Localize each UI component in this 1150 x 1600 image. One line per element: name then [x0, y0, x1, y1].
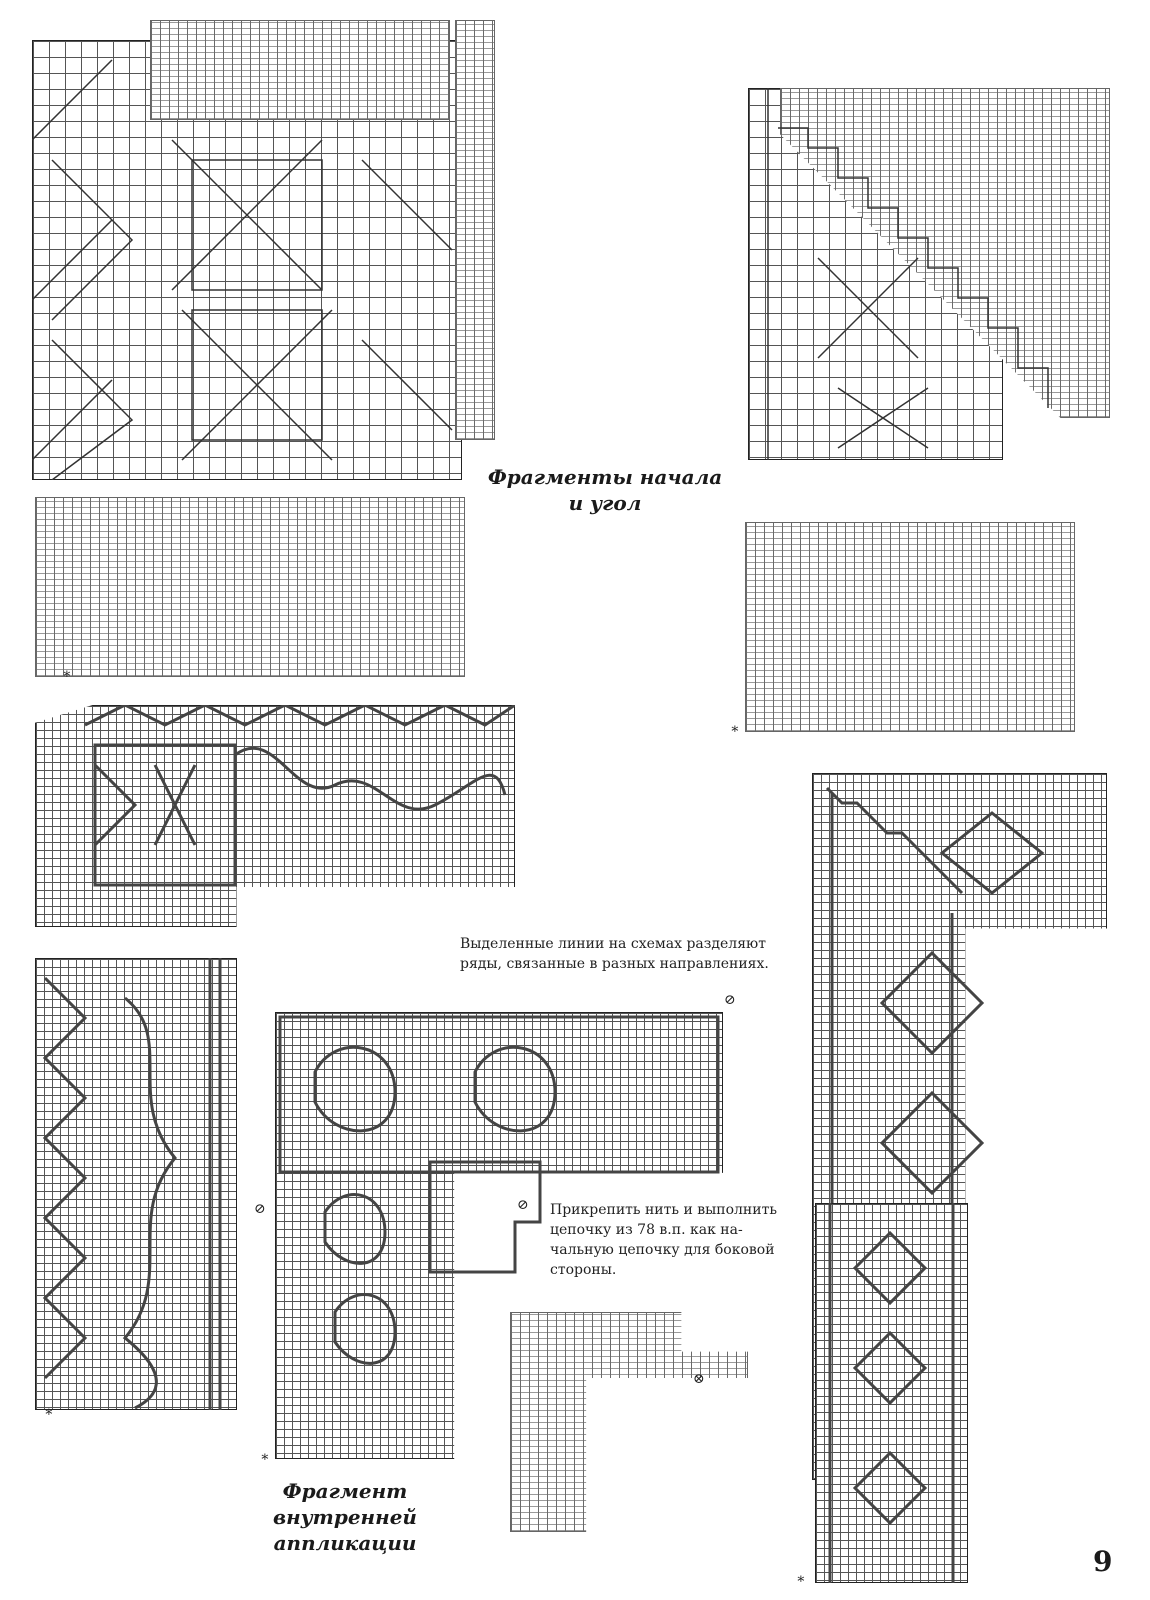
caption-applique-line-2: внутренней аппликации	[273, 1505, 417, 1555]
start-marker-middle-right: ∗	[730, 721, 740, 737]
note-thread-1: Прикрепить нить и выполнить	[550, 1202, 777, 1218]
note-lines-1: Выделенные линии на схемах разделяют	[460, 936, 766, 952]
note-thread-4: стороны.	[550, 1262, 617, 1278]
note-thread-2: цепочку из 78 в.п. как на-	[550, 1222, 743, 1238]
start-marker-side-band: ∗	[44, 1404, 54, 1420]
caption-start-line-2: и угол	[568, 491, 642, 515]
caption-applique-line-1: Фрагмент	[282, 1479, 408, 1503]
caption-start-line-1: Фрагменты начала	[487, 465, 723, 489]
stitch-diagram-middle-right	[745, 522, 1075, 732]
start-marker-bottom-right: ∗	[796, 1571, 806, 1587]
stitch-diagram-top-left-edge	[150, 20, 450, 120]
note-lines-2: ряды, связанные в разных направлениях.	[460, 956, 769, 972]
caption-start-and-corner	[470, 464, 740, 516]
start-marker-inner-applique: ∗	[260, 1449, 270, 1465]
stitch-diagram-bottom-center	[510, 1312, 748, 1532]
filet-chart-side-band	[35, 958, 237, 1410]
note-attach-thread	[550, 1200, 800, 1280]
start-marker-middle-left: ∗	[62, 666, 72, 682]
join-marker-top-right: ⊘	[724, 992, 736, 1008]
filet-chart-border-band	[35, 705, 515, 927]
stitch-diagram-top-left-side	[455, 20, 495, 440]
page-number: 9	[1093, 1545, 1113, 1578]
caption-inner-applique	[210, 1478, 480, 1556]
note-thread-3: чальную цепочку для боковой	[550, 1242, 775, 1258]
join-marker-left: ⊘	[254, 1201, 266, 1217]
stitch-diagram-middle-left	[35, 497, 465, 677]
join-marker-inner: ⊘	[517, 1197, 529, 1213]
note-highlighted-lines	[460, 934, 790, 974]
filet-chart-bottom-right	[815, 1203, 968, 1583]
attach-marker-bottom: ⊗	[693, 1371, 705, 1387]
